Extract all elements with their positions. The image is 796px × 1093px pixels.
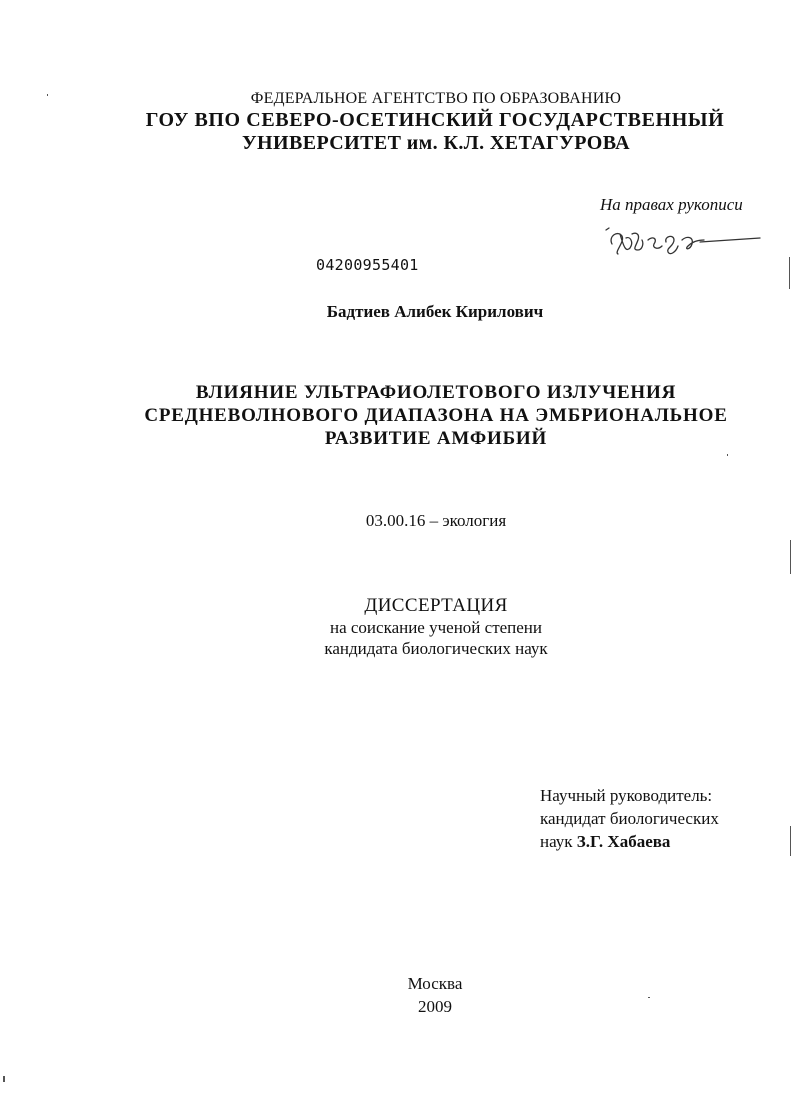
- advisor-name-line: [540, 832, 670, 852]
- degree-line2: кандидата биологических наук: [324, 639, 548, 658]
- catalog-code: 04200955401: [316, 256, 419, 274]
- scan-edge-mark: [790, 540, 791, 574]
- scan-speck: [3, 1076, 5, 1082]
- manuscript-rights-note: На правах рукописи: [600, 195, 743, 214]
- scan-edge-mark: [790, 826, 791, 856]
- specialty-code: 03.00.16 – экология: [365, 511, 507, 530]
- scan-speck: [47, 94, 48, 96]
- city: Москва: [407, 974, 463, 993]
- work-type-label: ДИССЕРТАЦИЯ: [364, 595, 508, 616]
- author-name: Бадтиев Алибек Кирилович: [326, 302, 544, 321]
- university-name-line2: УНИВЕРСИТЕТ им. К.Л. ХЕТАГУРОВА: [241, 132, 631, 154]
- dissertation-title-line2: СРЕДНЕВОЛНОВОГО ДИАПАЗОНА НА ЭМБРИОНАЛЬНОЕ: [144, 405, 728, 426]
- advisor-label: Научный руководитель:: [540, 786, 713, 805]
- dissertation-title-line3: РАЗВИТИЕ АМФИБИЙ: [324, 428, 548, 449]
- degree-line1: на соискание ученой степени: [329, 618, 543, 637]
- scan-edge-mark: [789, 257, 790, 289]
- handwritten-signature: [604, 222, 764, 262]
- year: 2009: [418, 997, 452, 1016]
- advisor-name: З.Г. Хабаева: [576, 832, 671, 851]
- university-name-line1: ГОУ ВПО СЕВЕРО-ОСЕТИНСКИЙ ГОСУДАРСТВЕННЫЙ: [145, 109, 725, 131]
- advisor-degree: кандидат биологических: [540, 809, 719, 828]
- advisor-degree-suffix: наук: [540, 832, 573, 851]
- scan-speck: [648, 997, 650, 998]
- scan-speck: [727, 454, 728, 456]
- agency-name: ФЕДЕРАЛЬНОЕ АГЕНТСТВО ПО ОБРАЗОВАНИЮ: [250, 90, 622, 107]
- dissertation-title-line1: ВЛИЯНИЕ УЛЬТРАФИОЛЕТОВОГО ИЗЛУЧЕНИЯ: [195, 382, 677, 403]
